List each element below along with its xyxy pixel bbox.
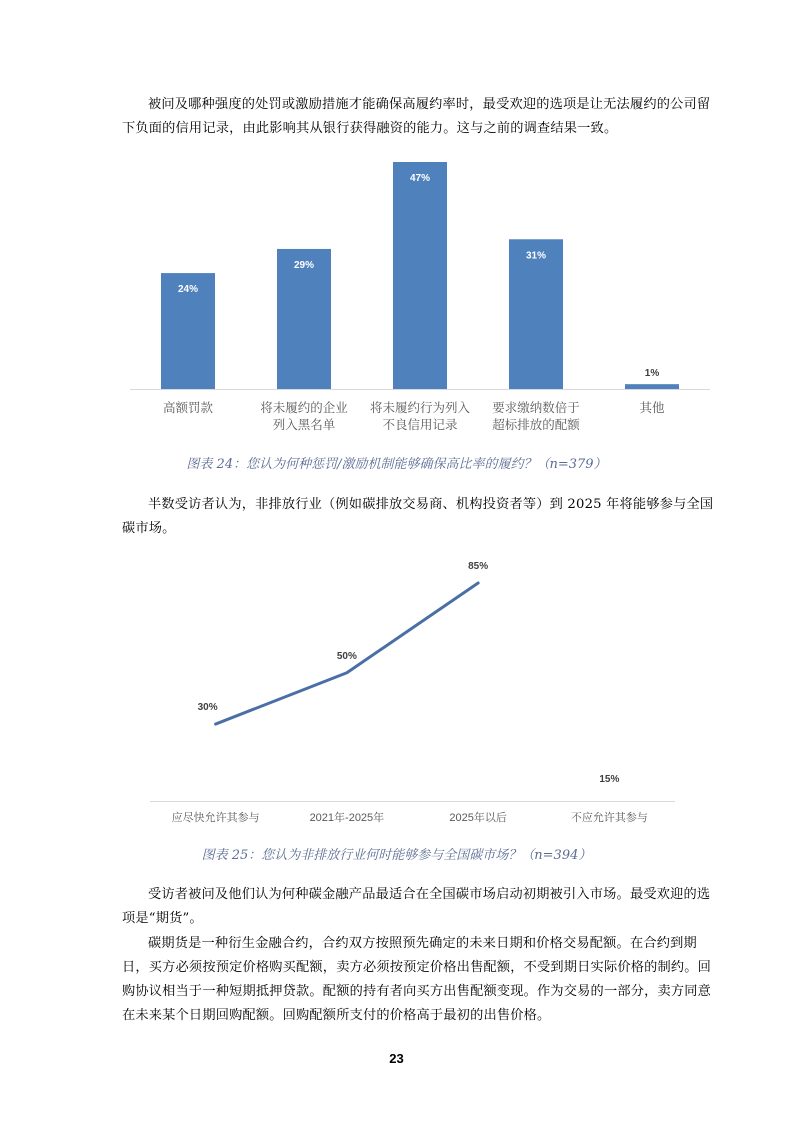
bar	[625, 384, 679, 389]
paragraph-nonemission: 半数受访者认为，非排放行业（例如碳排放交易商、机构投资者等）到 2025 年将能够参与全国碳市场。	[122, 497, 714, 536]
category-label: 其他	[639, 401, 665, 415]
page-number: 23	[389, 1051, 404, 1066]
bar-value-label: 1%	[644, 368, 660, 380]
bar-value-label: 24%	[177, 284, 199, 296]
category-label: 不应允许其参与	[570, 812, 648, 824]
category-label: 高额罚款	[162, 401, 214, 415]
point-value-label: 50%	[336, 650, 357, 662]
figure-caption-25: 图表 25：您认为非排放行业何时能够参与全国碳市场？（n=394）	[201, 848, 592, 863]
paragraph-intro: 被问及哪种强度的处罚或激励措施才能确保高履约率时，最受欢迎的选项是让无法履约的公司留下负面的信用记录，由此影响其从银行获得融资的能力。这与之前的调查结果一致。	[122, 97, 711, 136]
figure-caption-24: 图表 24：您认为何种惩罚/激励机制能够确保高比率的履约？（n=379）	[186, 457, 607, 472]
category-label: 要求缴纳数倍于超标排放的配额	[492, 401, 580, 432]
point-value-label: 15%	[599, 774, 620, 785]
category-label: 2021年-2025年	[309, 812, 385, 824]
category-label: 2025年以后	[449, 812, 507, 824]
paragraph-futures: 碳期货是一种衍生金融合约，合约双方按照预先确定的未来日期和价格交易配额。在合约到期日，买方必须按预定价格购买配额，卖方必须按预定价格出售配额，不受到期日实际价格的制约。回购协议相当于一种短期抵押贷款。配额的持有者向买方出售配额变现。作为交易的一部分，卖方同意在未来某个日期回购配额。回购配额所支付的价格高于最初的出售价格。	[122, 936, 712, 1023]
paragraph-products: 受访者被问及他们认为何种碳金融产品最适合在全国碳市场启动初期被引入市场。最受欢迎的选项是“期货”。	[122, 887, 711, 926]
bar-value-label: 47%	[409, 173, 431, 184]
category-label: 将未履约的企业列入黑名单	[260, 401, 348, 432]
category-label: 应尽快允许其参与	[171, 812, 260, 824]
line-chart-participation	[150, 555, 680, 830]
point-value-label: 30%	[197, 702, 218, 714]
bar-value-label: 29%	[293, 259, 315, 271]
point-value-label: 85%	[468, 561, 489, 572]
bar-value-label: 31%	[525, 250, 547, 262]
bar-chart-penalty	[130, 160, 710, 440]
category-label: 将未履约行为列入不良信用记录	[369, 401, 471, 432]
bar	[393, 162, 447, 389]
bar	[509, 239, 563, 389]
